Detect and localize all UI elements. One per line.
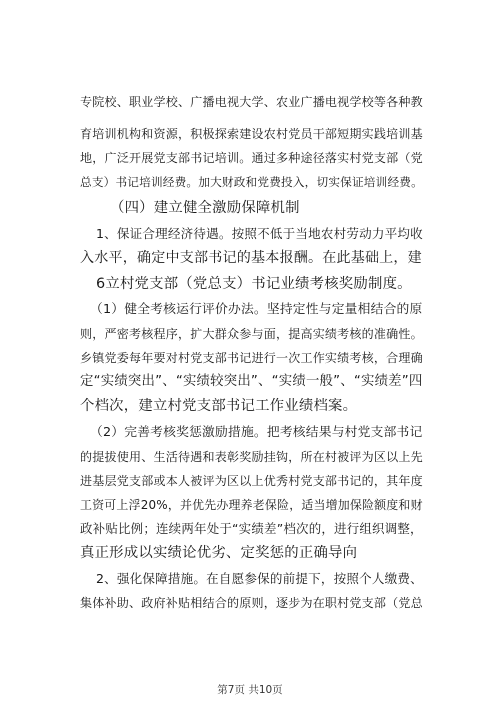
text-line: 2、强化保障措施。在自愿参保的前提下，按照个人缴费、 [96,571,423,586]
text-line: 专院校、职业学校、广播电视大学、农业广播电视学校等各种教 [80,95,423,109]
text-line: （2）完善考核奖惩激励措施。把考核结果与村党支部书记 [90,425,423,440]
text-line: 总支）书记培训经费。加大财政和党费投入，切实保证培训经费。 [80,175,423,189]
text-line: 育培训机构和资源，积极探索建设农村党员干部短期实践培训基 [80,127,423,141]
text-line: 工资可上浮20%，并优先办理养老保险，适当增加保险额度和财 [80,498,423,512]
section-heading: （四）建立健全激励保障机制 [110,200,300,216]
text-line: 则，严密考核程序，扩大群众参与面，提高实绩考核的准确性。 [80,327,423,341]
text-line: 集体补助、政府补贴相结合的原则，逐步为在职村党支部（党总 [80,596,423,610]
text-line: 的提拔使用、生活待遇和表彰奖励挂钩，所在村被评为区以上先 [80,450,423,464]
text-line: 6立村党支部（党总支）书记业绩考核奖励制度。 [96,276,412,292]
text-line: （1）健全考核运行评价办法。坚持定性与定量相结合的原 [90,302,423,317]
text-line: 地，广泛开展党支部书记培训。通过多种途径落实村党支部（党 [80,151,423,165]
page-number-footer: 第7页 共10页 [217,684,283,696]
text-line: 真正形成以实绩论优劣、定奖惩的正确导向 [80,545,358,561]
text-line: 进基层党支部或本人被评为区以上优秀村党支部书记的，其年度 [80,474,423,488]
text-line: 入水平，确定中支部书记的基本报酬。在此基础上，建 [80,250,422,266]
text-line: 1、保证合理经济待遇。按照不低于当地农村劳动力平均收 [96,226,423,241]
text-line: 定“实绩突出”、“实绩较突出”、“实绩一般”、“实绩差”四 [80,374,423,389]
text-line: 政补贴比例；连续两年处于“实绩差”档次的，进行组织调整， [80,521,423,536]
text-line: 个档次，建立村党支部书记工作业绩档案。 [80,398,358,414]
text-line: 乡镇党委每年要对村党支部书记进行一次工作实绩考核，合理确 [80,351,423,365]
